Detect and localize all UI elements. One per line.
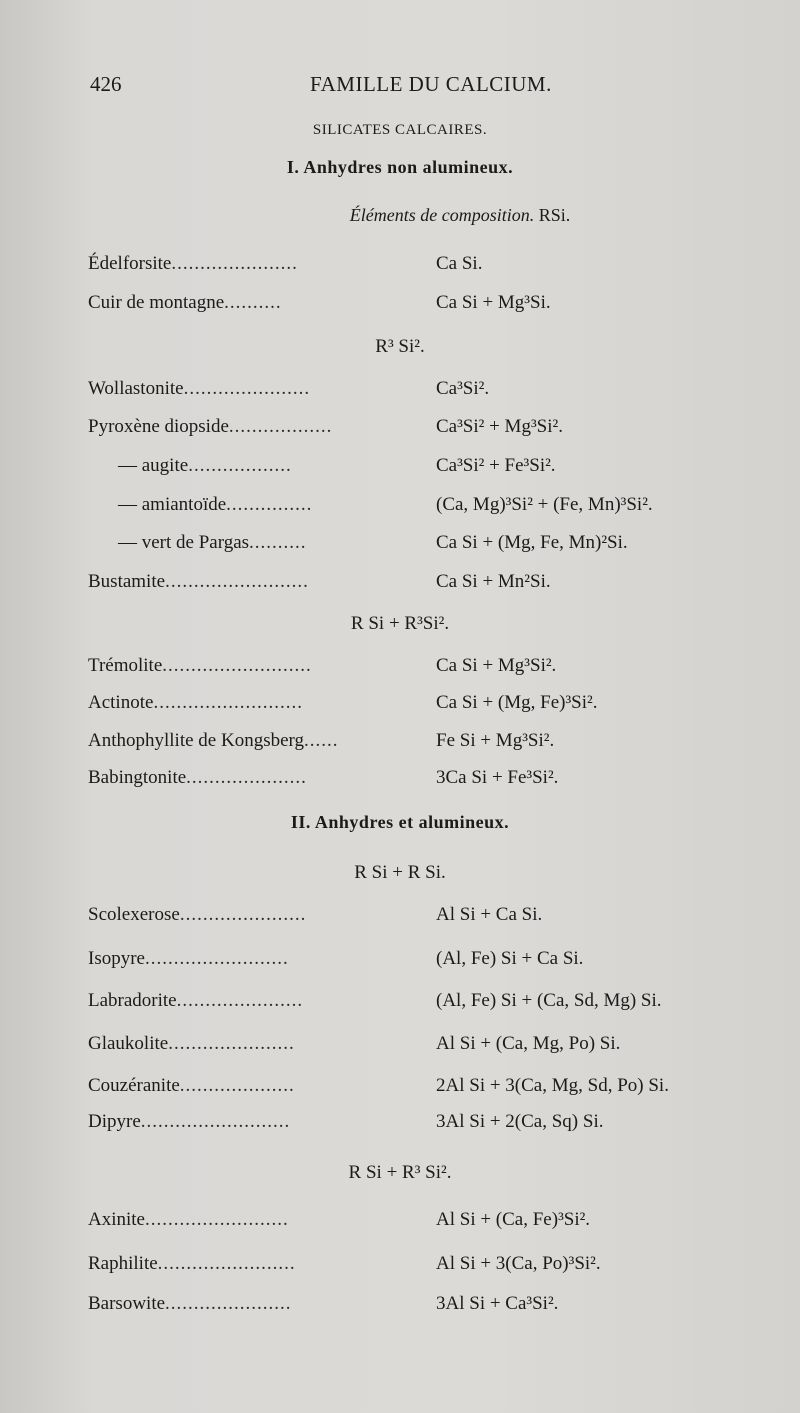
mineral-formula: 3Al Si + 2(Ca, Sq) Si. [436,1111,604,1132]
group3-formula: R Si + R³Si². [350,613,450,634]
composition-formula: RSi. [538,205,571,225]
mineral-formula: Ca³Si² + Fe³Si². [436,455,556,476]
mineral-name: Dipyre [88,1111,141,1132]
mineral-row: Dipyre.......................... 3Al Si + 2(Ca, Sq) Si. [88,1111,604,1132]
mineral-name: Cuir de montagne [88,292,225,313]
mineral-formula: Ca Si + Mn²Si. [436,571,551,592]
mineral-formula: (Al, Fe) Si + Ca Si. [436,948,584,969]
mineral-name: — amiantoïde [118,494,227,515]
mineral-name: Glaukolite [88,1033,169,1054]
mineral-name: Couzéranite [88,1075,180,1096]
mineral-name: Babingtonite [88,767,187,788]
mineral-formula: 3Al Si + Ca³Si². [436,1293,559,1314]
mineral-row: Bustamite......................... Ca Si + Mn²Si. [88,571,551,592]
composition-heading [60,205,800,226]
mineral-name: Barsowite [88,1293,166,1314]
mineral-row: Trémolite.......................... Ca Si + Mg³Si². [88,655,557,676]
mineral-row: Scolexerose...................... Al Si + Ca Si. [88,904,543,925]
mineral-name: Pyroxène diopside [88,416,229,437]
mineral-row: Labradorite...................... (Al, Fe) Si + (Ca, Sd, Mg) Si. [88,990,662,1011]
mineral-row: Glaukolite...................... Al Si + (Ca, Mg, Po) Si. [88,1033,621,1054]
group4-formula: R Si + R Si. [354,862,446,883]
mineral-formula: Ca Si + (Mg, Fe)³Si². [436,692,598,713]
mineral-formula: Al Si + Ca Si. [436,904,543,925]
mineral-row: — vert de Pargas.......... Ca Si + (Mg, Fe, Mn)²Si. [118,532,628,553]
mineral-row: — amiantoïde............... (Ca, Mg)³Si² + (Fe, Mn)³Si². [118,494,653,515]
mineral-name: Trémolite [88,655,163,676]
group2-formula: R³ Si². [375,336,425,357]
page-header [90,72,730,102]
mineral-name: — vert de Pargas [118,532,250,553]
mineral-formula: Al Si + 3(Ca, Po)³Si². [436,1253,601,1274]
group5-formula: R Si + R³ Si². [348,1162,452,1183]
mineral-row: — augite.................. Ca³Si² + Fe³Si². [118,455,556,476]
mineral-formula: Ca Si. [436,253,483,274]
mineral-name: Wollastonite [88,378,184,399]
mineral-row: Pyroxène diopside.................. Ca³Si² + Mg³Si². [88,416,563,437]
composition-label: Éléments de composition. [349,205,535,225]
mineral-name: Édelforsite [88,253,172,274]
mineral-row: Cuir de montagne.......... Ca Si + Mg³Si. [88,292,551,313]
mineral-formula: 3Ca Si + Fe³Si². [436,767,559,788]
mineral-formula: Al Si + (Ca, Mg, Po) Si. [436,1033,621,1054]
mineral-formula: Ca Si + (Mg, Fe, Mn)²Si. [436,532,628,553]
mineral-formula: Ca³Si². [436,378,490,399]
mineral-name: Anthophyllite de Kongsberg [88,730,305,751]
mineral-name: Scolexerose [88,904,180,925]
mineral-name: Isopyre [88,948,145,969]
mineral-row: Raphilite........................ Al Si + 3(Ca, Po)³Si². [88,1253,601,1274]
page-number: 426 [90,72,122,96]
running-title: FAMILLE DU CALCIUM. [310,72,552,96]
mineral-name: Labradorite [88,990,177,1011]
mineral-formula: Fe Si + Mg³Si². [436,730,555,751]
mineral-formula: (Al, Fe) Si + (Ca, Sd, Mg) Si. [436,990,662,1011]
mineral-row: Couzéranite.................... 2Al Si + 3(Ca, Mg, Sd, Po) Si. [88,1075,669,1096]
mineral-row: Barsowite...................... 3Al Si + Ca³Si². [88,1293,559,1314]
mineral-name: Raphilite [88,1253,158,1274]
mineral-name: Actinote [88,692,154,713]
mineral-row: Wollastonite...................... Ca³Si². [88,378,490,399]
mineral-formula: Al Si + (Ca, Fe)³Si². [436,1209,591,1230]
mineral-name: Axinite [88,1209,145,1230]
section-title: SILICATES CALCAIRES. [312,122,488,138]
mineral-row: Actinote.......................... Ca Si + (Mg, Fe)³Si². [88,692,598,713]
group4-heading: II. Anhydres et alumineux. [290,812,510,832]
mineral-formula: 2Al Si + 3(Ca, Mg, Sd, Po) Si. [436,1075,669,1096]
mineral-formula: (Ca, Mg)³Si² + (Fe, Mn)³Si². [436,494,653,515]
mineral-formula: Ca Si + Mg³Si². [436,655,557,676]
group1-heading: I. Anhydres non alumineux. [286,157,514,177]
mineral-row: Axinite......................... Al Si + (Ca, Fe)³Si². [88,1209,591,1230]
mineral-row: Édelforsite...................... Ca Si. [88,253,483,274]
mineral-name: — augite [118,455,189,476]
mineral-row: Anthophyllite de Kongsberg...... Fe Si + Mg³Si². [88,730,555,751]
mineral-row: Babingtonite..................... 3Ca Si + Fe³Si². [88,767,559,788]
mineral-row: Isopyre......................... (Al, Fe) Si + Ca Si. [88,948,584,969]
mineral-formula: Ca³Si² + Mg³Si². [436,416,563,437]
mineral-formula: Ca Si + Mg³Si. [436,292,551,313]
mineral-name: Bustamite [88,571,166,592]
